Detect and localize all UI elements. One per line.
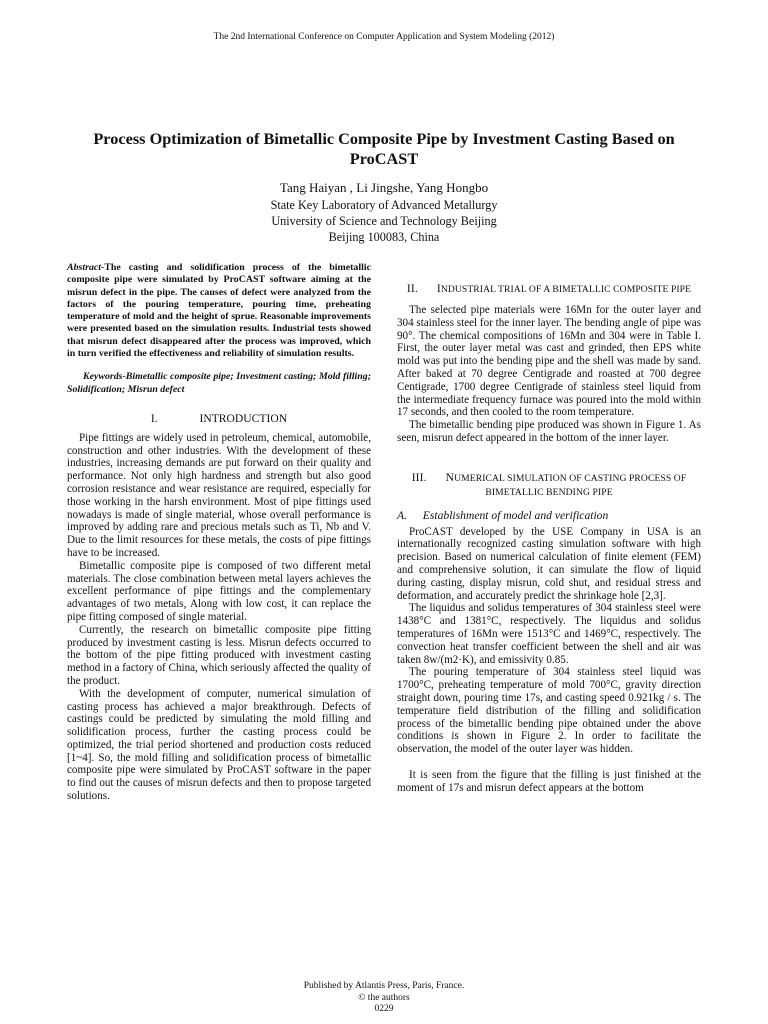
paper-title [60, 129, 708, 169]
paragraph: It is seen from the figure that the filling is just finished at the moment of 17s and misrun defect appears at the bottom [397, 768, 701, 794]
section-title-line-2: BIMETALLIC BENDING PIPE [485, 486, 613, 498]
conference-header: The 2nd International Conference on Computer Application and System Modeling (2012) [213, 32, 555, 42]
section-heading-introduction [67, 413, 371, 426]
paragraph: ProCAST developed by the USE Company in USA is an internationally recognized casting simulation software with high precision. Based on numerical calculation of finite element (FEM) and comprehensive solution, it can simulate the flow of liquid during casting, display misrun, cold shut, and residual stress and deformation, and accurately predict the shrinkage hole [2,3]. [397, 525, 701, 602]
section-title-rest: UMERICAL SIMULATION OF CASTING PROCESS OF [454, 472, 687, 484]
section-number: I. [150, 411, 158, 425]
subsection-number: A. [397, 508, 407, 522]
subsection-title: Establishment of model and verification [422, 508, 609, 522]
footer [0, 981, 768, 1016]
paragraph: With the development of computer, numerical simulation of casting process has achieved a major breakthrough. Defects of castings could be predicted by simulating the mold filling and solidification process, further the casting process could be optimized, the trial period shortened and production costs reduced [1~4]. So, the mold filling and solidification process of bimetallic composite pipe were simulated by ProCAST software in the paper to find out the causes of misrun defects and then to propose targeted solutions. [67, 687, 371, 803]
section-number: III. [411, 470, 427, 484]
paragraph: The pouring temperature of 304 stainless steel liquid was 1700°C, preheating temperature of mold 700°C, gravity direction straight down, pouring time 17s, and casting speed 0.921kg / s. The temperature field distribution of the filling and solidification process of the bimetallic bending pipe obtained under the above conditions is shown in Figure 2. In order to facilitate the observation, the model of the outer layer was hidden. [397, 666, 701, 756]
affiliation-line: Beijing 100083, China [328, 230, 440, 244]
paragraph: The bimetallic bending pipe produced was shown in Figure 1. As seen, misrun defect appeared in the bottom of the inner layer. [397, 419, 701, 444]
abstract-label: Abstract- [67, 262, 105, 273]
paragraph: Pipe fittings are widely used in petroleum, chemical, automobile, construction and other industries. With the development of these industries, increasing demands are put forward on their quality and performance. Not only high hardness and strength but also good corrosion resistance and wear resistance are required, especially for those working in the harsh environment. Most of pipe fittings used nowadays is made of single material, whose overall performance is improved by adding rare and precious metals such as Ti, Nb and V. Due to the limit resources for these metals, the costs of pipe fittings have to be increased. [67, 431, 371, 559]
title-line-1: Process Optimization of Bimetallic Composite Pipe by Investment Casting Based on [93, 129, 675, 148]
paragraph: Currently, the research on bimetallic composite pipe fitting produced by investment casting is less. Misrun defects occurred to the bottom of the pipe fitting produced with investment casting method in a factory of China, which seriously affected the quality of the product. [67, 623, 371, 687]
page-number: 0229 [374, 1004, 394, 1014]
affiliation-line: State Key Laboratory of Advanced Metallurgy [270, 198, 498, 212]
section-heading-industrial-trial [397, 282, 701, 297]
abstract [67, 262, 371, 360]
paragraph: The selected pipe materials were 16Mn for the outer layer and 304 stainless steel for the inner layer. The bending angle of pipe was 90°. The chemical compositions of 16Mn and 304 were in Table I. First, the outer layer metal was cast and grinded, then EPS white mold was put into the bending pipe and the shell was made by sand. After baked at 70 degree Centigrade and roasted at 700 degree Centigrade, 1700 degree Centigrade of stainless steel liquid from the intermediate frequency furnace was poured into the mold within 17 seconds, and then cooled to the room temperature. [397, 304, 701, 419]
section-number: II. [406, 282, 418, 295]
copyright-line: © the authors [358, 992, 410, 1003]
paragraph: Bimetallic composite pipe is composed of two different metal materials. The close combination between metal layers achieves the excellent performance of pipe fittings and the complementary advantages of two metals, Along with low cost, it can replace the pipe fitting composed of single material. [67, 559, 371, 623]
title-line-2: ProCAST [349, 149, 419, 168]
subsection-heading [397, 510, 701, 523]
section-title-rest: NDUSTRIAL TRIAL OF A BIMETALLIC COMPOSITE PIPE [440, 284, 692, 295]
author-block [0, 181, 768, 245]
right-column [397, 282, 701, 795]
section-title-initial: N [445, 470, 455, 484]
paragraph: The liquidus and solidus temperatures of 304 stainless steel were 1438°C and 1381°C, respectively. The liquidus and solidus temperatures of 16Mn were 1513°C and 1469°C, respectively. The convection heat transfer coefficient between the shell and air was taken 8w/(m2·K), and emissivity 0.85. [397, 602, 701, 666]
left-column [67, 262, 371, 803]
publisher-line: Published by Atlantis Press, Paris, France. [303, 981, 465, 991]
affiliation-line: University of Science and Technology Beijing [271, 214, 497, 228]
section-title: INTRODUCTION [199, 411, 288, 425]
author-names: Tang Haiyan , Li Jingshe, Yang Hongbo [279, 180, 489, 195]
abstract-text: The casting and solidification process of the bimetallic composite pipe were simulated by ProCAST software aiming at the misrun defect in the pipe. The causes of defect were analyzed from the factors of the pouring temperature, pouring time, preheating temperature of mold and the height of sprue. Reasonable improvements were presented based on the simulation results. Industrial tests showed that misrun defect disappeared after the process was improved, which in turn verified the effectiveness and reliability of simulation results. [67, 262, 371, 360]
keywords: Keywords-Bimetallic composite pipe; Investment casting; Mold filling; Solidification; Misrun defect [67, 371, 371, 395]
section-title-initial: I [436, 282, 441, 295]
section-heading-numerical-simulation [397, 471, 701, 500]
